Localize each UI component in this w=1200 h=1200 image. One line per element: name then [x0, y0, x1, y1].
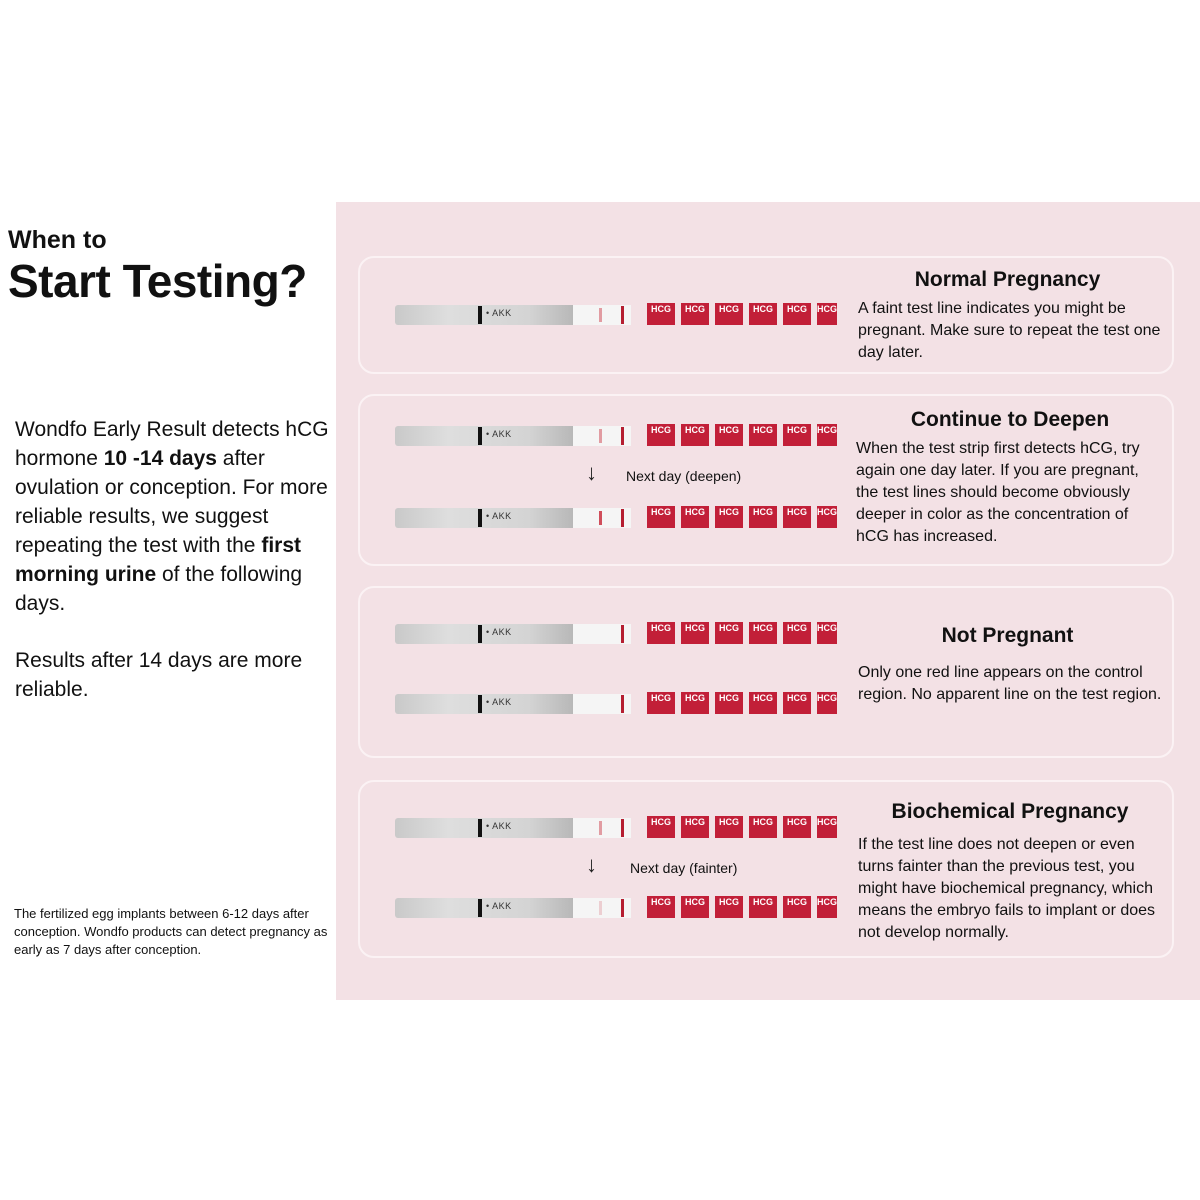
- hcg-text: HCG: [749, 424, 777, 446]
- hcg-text: HCG: [681, 622, 709, 644]
- strip-handle: [395, 624, 573, 644]
- hcg-text: HCG: [647, 816, 675, 838]
- test-line-fainter: [599, 901, 602, 915]
- hcg-label: [647, 816, 837, 840]
- hcg-text: HCG: [749, 692, 777, 714]
- handle-text: • AKK: [486, 901, 512, 911]
- hcg-text: HCG: [749, 896, 777, 918]
- hcg-text: HCG: [647, 692, 675, 714]
- left-column: [0, 0, 335, 1200]
- control-line: [621, 819, 624, 837]
- test-line-faint: [599, 821, 602, 835]
- hcg-text: HCG: [715, 816, 743, 838]
- down-arrow-icon: ↓: [586, 852, 597, 877]
- hcg-text: HCG: [749, 816, 777, 838]
- hcg-text: HCG: [681, 692, 709, 714]
- test-line-darker: [599, 511, 602, 525]
- hcg-text: HCG: [681, 506, 709, 528]
- test-line-faint: [599, 308, 602, 322]
- card-description: If the test line does not deepen or even turns fainter than the previous test, you might have biochemical pregnancy, which means the embryo fails to implant or does not develop normally.: [858, 836, 1156, 941]
- intro-emphasis-urine: first morning urine: [15, 534, 302, 586]
- card-title: Biochemical Pregnancy: [891, 800, 1129, 823]
- hcg-text: HCG: [783, 896, 811, 918]
- handle-mark: [478, 509, 482, 527]
- arrow-label: Next day (deepen): [626, 468, 742, 484]
- hcg-text: HCG: [715, 424, 743, 446]
- intro-part: Wondfo Early Result detects hCG hormone: [15, 418, 329, 470]
- handle-text: • AKK: [486, 308, 512, 318]
- hcg-text: HCG: [647, 506, 675, 528]
- card-description: Only one red line appears on the control region. No apparent line on the test region.: [858, 664, 1162, 703]
- hcg-text: HCG: [715, 896, 743, 918]
- control-line: [621, 625, 624, 643]
- hcg-text: HCG: [817, 506, 837, 528]
- heading-when-to: When to: [8, 226, 107, 254]
- test-strip: [375, 303, 835, 327]
- intro-part: after ovulation or conception. For more reliable results, we suggest repeating the test with the: [15, 447, 328, 557]
- control-line: [621, 306, 624, 324]
- hcg-text: HCG: [817, 622, 837, 644]
- card-biochemical-pregnancy: [358, 780, 1174, 958]
- strip-handle: [395, 694, 573, 714]
- card-not-pregnant: [358, 586, 1174, 758]
- hcg-text: HCG: [647, 303, 675, 325]
- test-strip: [375, 816, 835, 840]
- handle-text: • AKK: [486, 821, 512, 831]
- intro-paragraph: [15, 415, 335, 618]
- strip-handle: [395, 426, 573, 446]
- footnote: The fertilized egg implants between 6-12 days after conception. Wondfo products can detect pregnancy as early as 7 days after conception.: [14, 906, 328, 957]
- hcg-text: HCG: [783, 424, 811, 446]
- handle-text: • AKK: [486, 627, 512, 637]
- hcg-text: HCG: [715, 692, 743, 714]
- control-line: [621, 695, 624, 713]
- card-description: When the test strip first detects hCG, try again one day later. If you are pregnant, the test lines should become obviously deeper in color as the concentration of hCG has increased.: [856, 440, 1140, 545]
- handle-text: • AKK: [486, 429, 512, 439]
- hcg-text: HCG: [647, 424, 675, 446]
- handle-text: • AKK: [486, 697, 512, 707]
- hcg-text: HCG: [783, 622, 811, 644]
- hcg-label: [647, 692, 837, 716]
- intro-text: [15, 415, 335, 704]
- strip-handle: [395, 305, 573, 325]
- handle-mark: [478, 625, 482, 643]
- test-strip: [375, 506, 835, 530]
- hcg-label: [647, 506, 837, 530]
- card-continue-to-deepen: [358, 394, 1174, 566]
- hcg-text: HCG: [817, 424, 837, 446]
- hcg-text: HCG: [817, 816, 837, 838]
- hcg-label: [647, 622, 837, 646]
- strip-handle: [395, 508, 573, 528]
- intro-part: of the following days.: [15, 563, 303, 615]
- handle-mark: [478, 819, 482, 837]
- hcg-text: HCG: [681, 303, 709, 325]
- hcg-text: HCG: [681, 424, 709, 446]
- control-line: [621, 427, 624, 445]
- handle-mark: [478, 427, 482, 445]
- down-arrow-icon: ↓: [586, 460, 597, 485]
- hcg-text: HCG: [783, 692, 811, 714]
- handle-mark: [478, 306, 482, 324]
- card-title: Continue to Deepen: [910, 408, 1110, 431]
- hcg-text: HCG: [817, 896, 837, 918]
- hcg-text: HCG: [817, 303, 837, 325]
- hcg-label: [647, 303, 837, 327]
- hcg-text: HCG: [715, 506, 743, 528]
- hcg-text: HCG: [783, 303, 811, 325]
- test-strip: [375, 424, 835, 448]
- handle-text: • AKK: [486, 511, 512, 521]
- card-normal-pregnancy: [358, 256, 1174, 374]
- hcg-text: HCG: [749, 506, 777, 528]
- hcg-text: HCG: [647, 896, 675, 918]
- hcg-text: HCG: [817, 692, 837, 714]
- intro-reliability: Results after 14 days are more reliable.: [15, 649, 303, 701]
- card-title: Normal Pregnancy: [914, 268, 1101, 291]
- hcg-text: HCG: [681, 896, 709, 918]
- control-line: [621, 899, 624, 917]
- hcg-text: HCG: [749, 303, 777, 325]
- hcg-text: HCG: [715, 622, 743, 644]
- hcg-label: [647, 424, 837, 448]
- test-line-faint: [599, 429, 602, 443]
- strip-handle: [395, 898, 573, 918]
- arrow-label: Next day (fainter): [630, 860, 738, 876]
- card-title: Not Pregnant: [941, 624, 1074, 647]
- strip-handle: [395, 818, 573, 838]
- heading-start-testing: Start Testing?: [8, 255, 307, 307]
- intro-emphasis-days: 10 -14 days: [103, 447, 217, 470]
- hcg-text: HCG: [783, 506, 811, 528]
- handle-mark: [478, 899, 482, 917]
- hcg-label: [647, 896, 837, 920]
- hcg-text: HCG: [681, 816, 709, 838]
- hcg-text: HCG: [647, 622, 675, 644]
- card-description: A faint test line indicates you might be pregnant. Make sure to repeat the test one day later.: [858, 300, 1161, 361]
- test-strip: [375, 896, 835, 920]
- results-panel: [336, 202, 1200, 1000]
- hcg-text: HCG: [783, 816, 811, 838]
- hcg-text: HCG: [749, 622, 777, 644]
- test-strip: [375, 692, 835, 716]
- test-strip: [375, 622, 835, 646]
- hcg-text: HCG: [715, 303, 743, 325]
- control-line: [621, 509, 624, 527]
- handle-mark: [478, 695, 482, 713]
